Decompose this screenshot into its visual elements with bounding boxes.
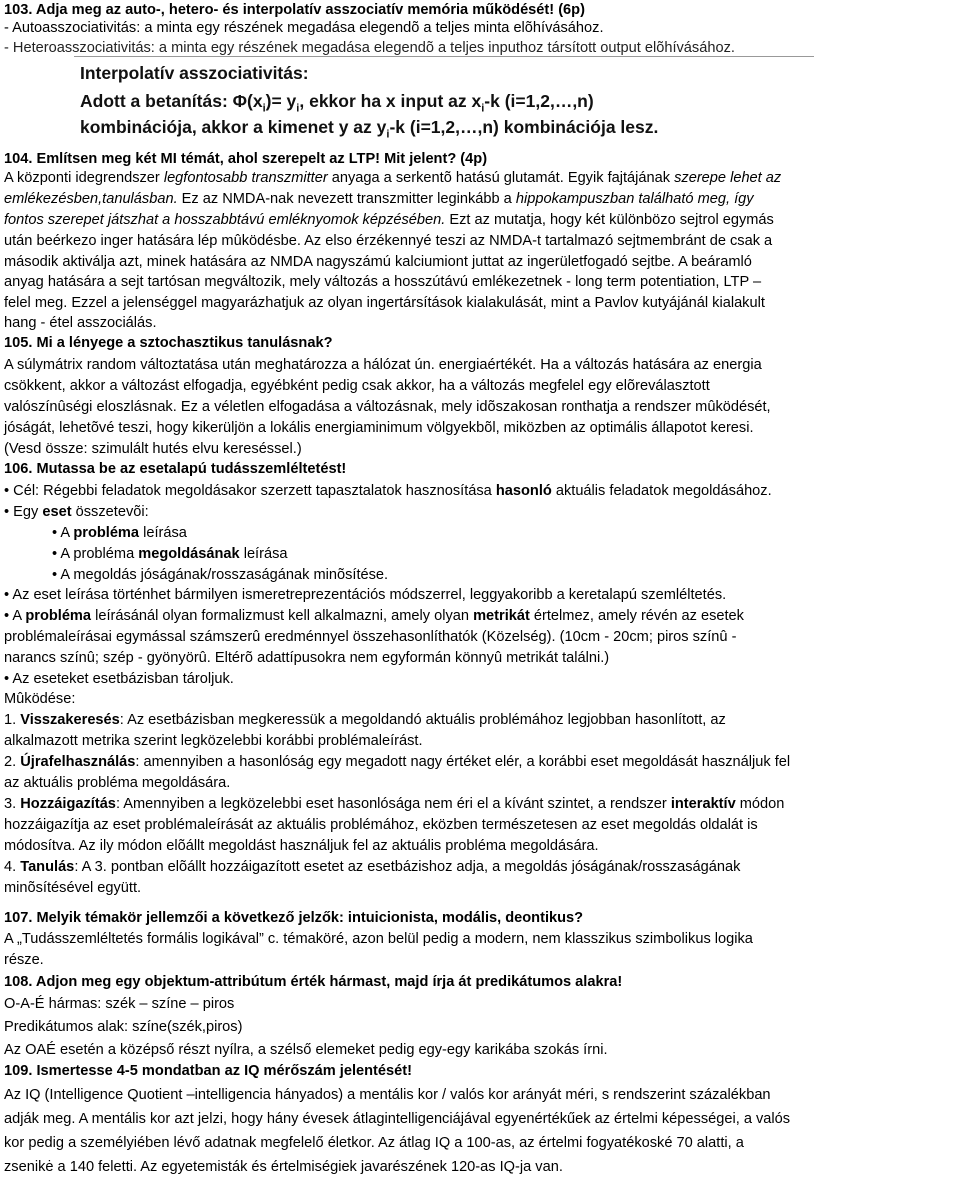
q106-case-components: • Egy eset összetevõi: bbox=[4, 504, 149, 520]
q106-step-2-line-1: 2. Újrafelhasználás: amennyiben a hasonlóság egy megadott nagy értéket elér, a korábbi eset megoldását használjuk fel bbox=[4, 754, 791, 770]
q104-line-7: felel meg. Ezzel a jelenséggel magyarázhatjuk az olyan ingertársítások kialakulását, mint a Pavlov kutyájánál kialakult bbox=[4, 295, 765, 311]
formula-heading: Interpolatív asszociativitás: bbox=[80, 63, 309, 83]
interpolative-formula-image bbox=[80, 61, 840, 141]
q108-line-2: Predikátumos alak: színe(szék,piros) bbox=[4, 1019, 243, 1035]
q108-line-3: Az OAÉ esetén a középső részt nyílra, a szélső elemeket pedig egy-egy karikába szokás írni. bbox=[4, 1042, 608, 1058]
question-108-title: 108. Adjon meg egy objektum-attribútum érték hármast, majd írja át predikátumos alakra! bbox=[4, 974, 623, 990]
q106-operation-heading: Mûködése: bbox=[4, 691, 76, 707]
q106-step-1-line-1: 1. Visszakeresés: Az esetbázisban megkeressük a megoldandó aktuális problémához legjobban hasonlított, az bbox=[4, 712, 726, 728]
auto-association-text: - Autoasszociativitás: a minta egy részének megadása elegendõ a teljes minta elõhívásához. bbox=[4, 20, 604, 36]
q105-line-3: valószínûségi eloszlásnak. Ez a véletlen elfogadása a változásnak, mely idõszakosan ronthatja a rendszer mûködését, bbox=[4, 399, 771, 415]
question-109-title: 109. Ismertesse 4-5 mondatban az IQ mérőszám jelentését! bbox=[4, 1063, 412, 1079]
q106-sub-item-2: • A probléma megoldásának leírása bbox=[52, 546, 288, 562]
question-103-title: 103. Adja meg az auto-, hetero- és interpolatív asszociatív memória működését! (6p) bbox=[4, 2, 585, 18]
q104-line-2: emlékezésben,tanulásban. Ez az NMDA-nak nevezett transzmitter leginkább a hippokampuszban található meg, így bbox=[4, 191, 754, 207]
question-107-title: 107. Melyik témakör jellemzői a következő jelzők: intuicionista, modális, deontikus? bbox=[4, 910, 584, 926]
q106-sub-item-1: • A probléma leírása bbox=[52, 525, 187, 541]
q105-line-5: (Vesd össze: szimulált hutés elvu kereséssel.) bbox=[4, 441, 302, 457]
divider-line bbox=[74, 56, 814, 57]
q106-step-1-line-2: alkalmazott metrika szerint legközelebbi korábbi problémaleírást. bbox=[4, 733, 423, 749]
q104-line-6: anyag hatására a sejt tartósan megváltozik, mely változás a hosszútávú emlékezetnek - long term potentiation, LTP – bbox=[4, 274, 762, 290]
q106-goal: • Cél: Régebbi feladatok megoldásakor szerzett tapasztalatok hasznosítása hasonló aktuális feladatok megoldásához. bbox=[4, 483, 772, 499]
q106-bullet-4-line-3: narancs színû; szép - gyönyörû. Eltérõ adattípusokra nem egyformán könnyû metrikát találni.) bbox=[4, 650, 610, 666]
q104-line-8: hang - étel asszociálás. bbox=[4, 315, 157, 331]
q106-sub-item-3: • A megoldás jóságának/rosszaságának minõsítése. bbox=[52, 567, 389, 583]
q107-line-1: A „Tudásszemléltetés formális logikával” c. témaköré, azon belül pedig a modern, nem klasszikus szimbolikus logika bbox=[4, 931, 753, 947]
q109-line-3: kor pedig a személyiében lévő adatnak megfelelő életkor. Az átlag IQ a 100-as, az értelmi fogyatékoské 70 alatti, a bbox=[4, 1135, 744, 1151]
q106-bullet-3: • Az eset leírása történhet bármilyen ismeretreprezentációs módszerrel, leggyakoribb a keretalapú szemléltetés. bbox=[4, 587, 727, 603]
q108-line-1: O-A-É hármas: szék – színe – piros bbox=[4, 996, 235, 1012]
q106-step-2-line-2: az aktuális probléma megoldására. bbox=[4, 775, 231, 791]
q105-line-2: csökkent, akkor a változást elfogadja, egyébként pedig csak akkor, ha a változás megfelel egy elõreválasztott bbox=[4, 378, 710, 394]
q106-step-3-line-1: 3. Hozzáigazítás: Amennyiben a legközelebbi eset hasonlósága nem éri el a kívánt szintet, a rendszer interaktív módon bbox=[4, 796, 785, 812]
question-105-title: 105. Mi a lényege a sztochasztikus tanulásnak? bbox=[4, 335, 333, 351]
q104-line-3: fontos szerepet játszhat a hosszabbtávú emléknyomok képzésében. Ezt az mutatja, hogy két különbözo sejtrol egymás bbox=[4, 212, 774, 228]
q109-line-2: adják meg. A mentális kor azt jelzi, hogy hány évesek átlagintelligenciájával egyenértékűek az értelmi képességei, a valós bbox=[4, 1111, 791, 1127]
q104-line-1: A központi idegrendszer legfontosabb transzmitter anyaga a serkentõ hatású glutamát. Egyik fajtájának szerepe lehet az bbox=[4, 170, 782, 186]
q107-line-2: része. bbox=[4, 952, 44, 968]
q104-line-5: második aktiválja azt, minek hatására az NMDA nagyszámú kalciumiont juttat az ingerületfogadó sejtbe. A beáramló bbox=[4, 254, 752, 270]
formula-line-1: Adott a betanítás: $\Phi(x_i)= y_i$, ekkor ha x input az $x_i-k$ (i=1,2,…,n) bbox=[80, 91, 594, 115]
q104-line-4: után beérkezo inger hatására lép mûködésbe. Az elso érzékennyé teszi az NMDA-t tartalmazó sejtmembránt de csak a bbox=[4, 233, 773, 249]
q106-step-4-line-2: minõsítésével együtt. bbox=[4, 880, 142, 896]
hetero-association-text: - Heteroasszociativitás: a minta egy részének megadása elegendõ a teljes inputhoz társított output elõhívásához. bbox=[4, 40, 735, 56]
q109-line-1: Az IQ (Intelligence Quotient –intelligencia hányados) a mentális kor / valós kor arányát méri, s rendszerint százalékban bbox=[4, 1087, 771, 1103]
q106-step-3-line-2: hozzáigazítja az eset problémaleírását az aktuális problémához, eközben természetesen az eset megoldás oldalát is bbox=[4, 817, 758, 833]
q106-step-4-line-1: 4. Tanulás: A 3. pontban elõállt hozzáigazított esetet az esetbázishoz adja, a megoldás jóságának/rosszaságának bbox=[4, 859, 741, 875]
formula-line-2: kombinációja, akkor a kimenet y az $y_i-k$ (i=1,2,…,n) kombinációja lesz. bbox=[80, 117, 659, 141]
q105-line-1: A súlymátrix random változtatása után meghatározza a hálózat ún. energiaértékét. Ha a változás hatására az energia bbox=[4, 357, 762, 373]
q106-bullet-5: • Az eseteket esetbázisban tároljuk. bbox=[4, 671, 234, 687]
q109-line-4: zsenikė a 140 feletti. Az egyetemisták és értelmiségiek javarészének 120-as IQ-ja van. bbox=[4, 1159, 563, 1175]
q106-step-3-line-3: módosítva. Az ily módon elõállt megoldást használjuk fel az aktuális probléma megoldására. bbox=[4, 838, 599, 854]
q105-line-4: jóságát, lehetõvé teszi, hogy kikerüljön a lokális energiaminimum völgyekbõl, miközben az optimális állapotot keresi. bbox=[4, 420, 754, 436]
question-106-title: 106. Mutassa be az esetalapú tudásszemléltetést! bbox=[4, 461, 347, 477]
q106-bullet-4-line-1: • A probléma leírásánál olyan formalizmust kell alkalmazni, amely olyan metrikát értelmez, amely révén az esetek bbox=[4, 608, 744, 624]
question-104-title: 104. Említsen meg két MI témát, ahol szerepelt az LTP! Mit jelent? (4p) bbox=[4, 151, 488, 167]
q106-bullet-4-line-2: problémaleírásai egymással számszerû eredménnyel összehasonlíthatók (Közelség). (10cm - 20cm; piros színû - bbox=[4, 629, 737, 645]
